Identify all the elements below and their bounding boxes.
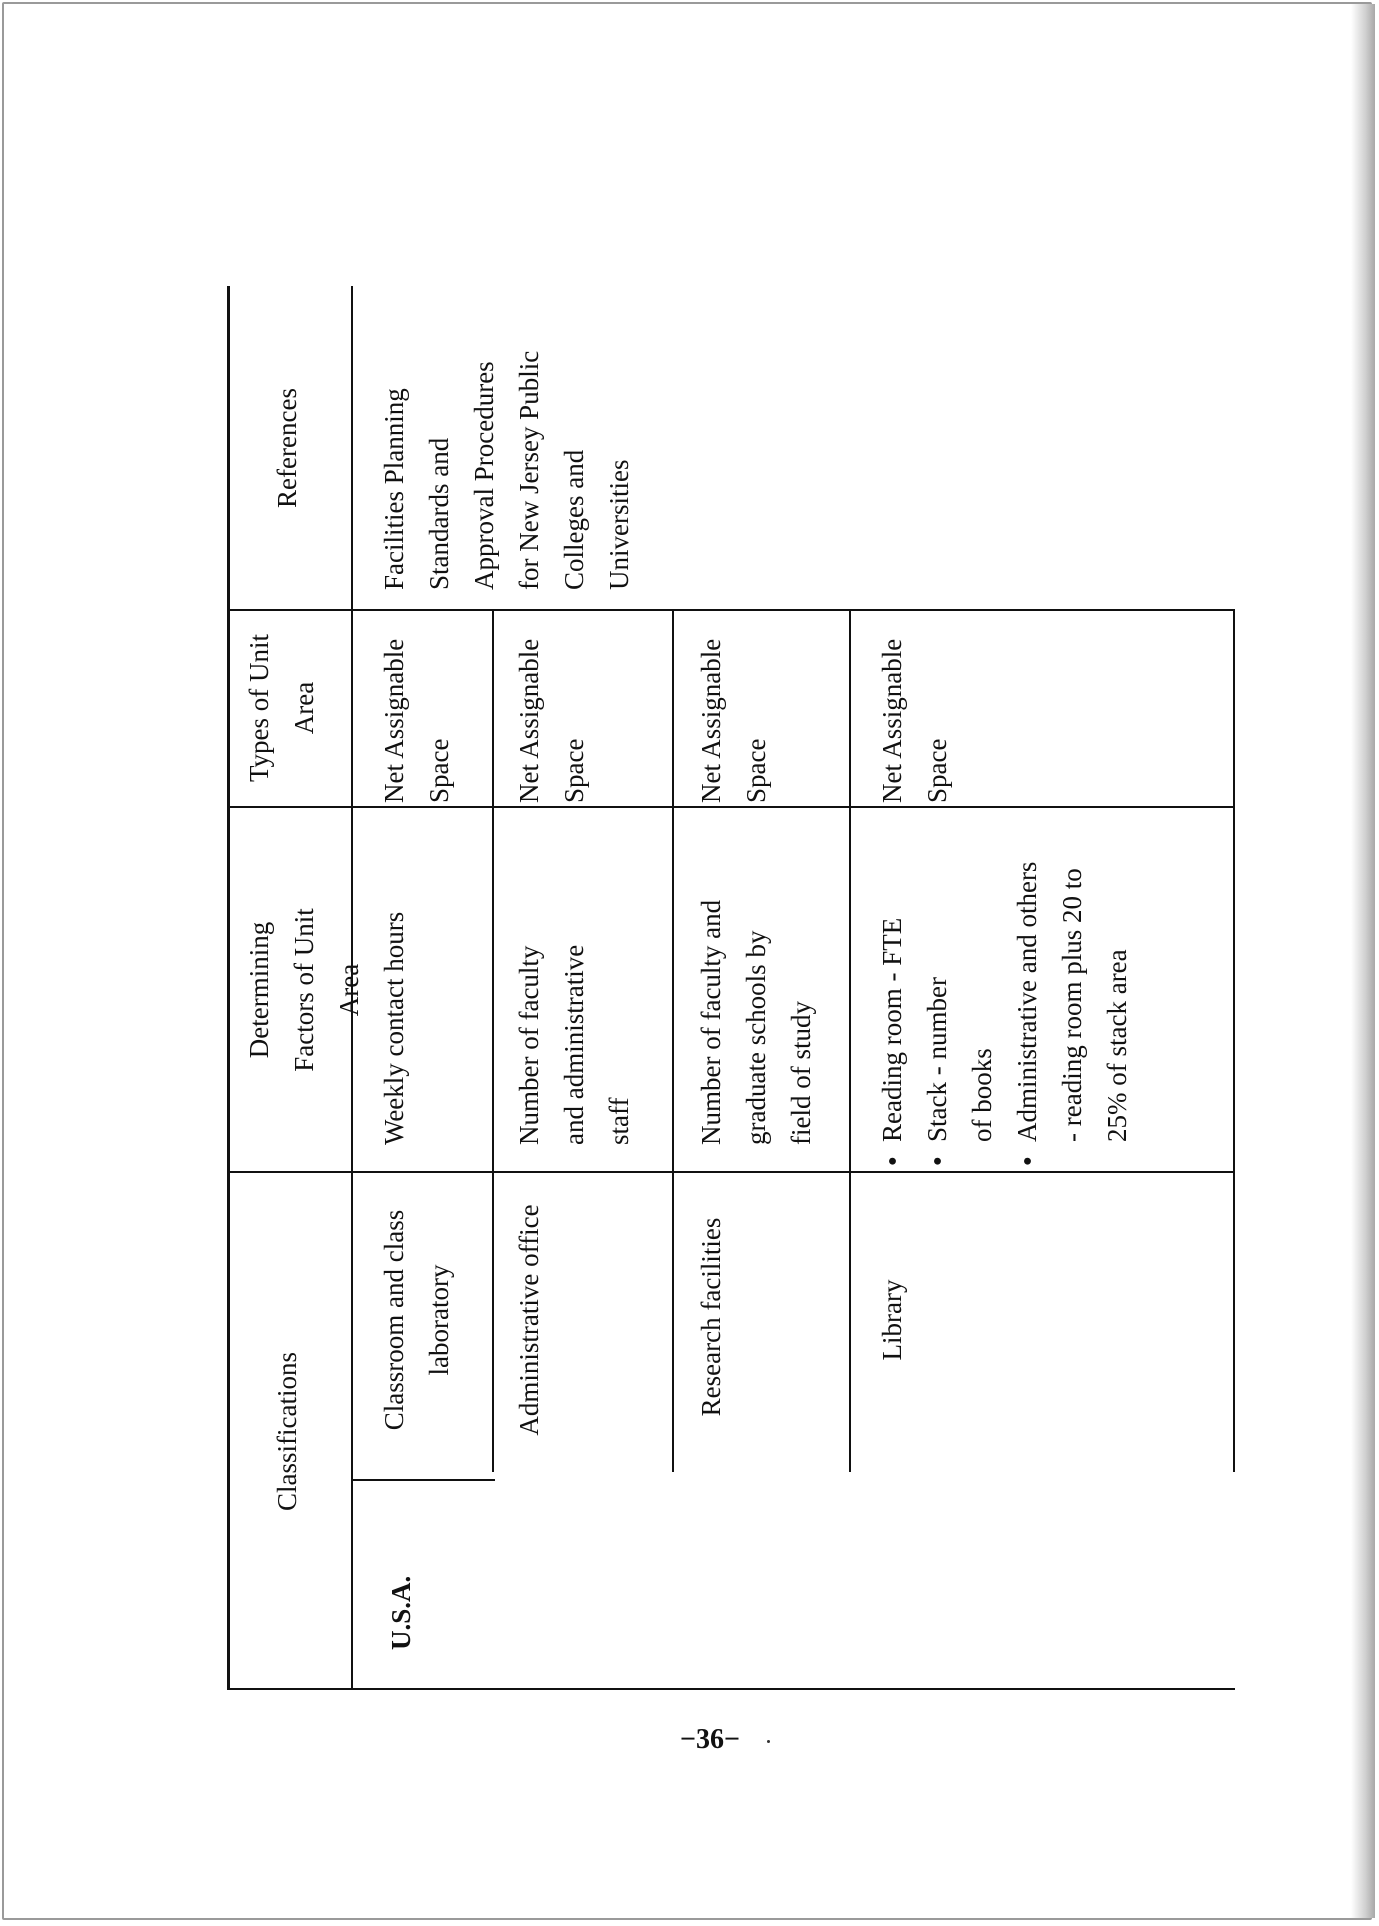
classification-administrative: Administrative office	[514, 1204, 544, 1436]
factor-library-item: ● Administrative and others - reading room plus 20 to 25% of stack area	[1005, 852, 1140, 1168]
type-research: Net Assignable Space	[696, 638, 771, 803]
table-line-factor-type	[227, 806, 1235, 808]
header-types-of-unit-area: Types of Unit Area	[244, 633, 319, 783]
reference-text: Facilities Planning Standards and Approval Procedures for New Jersey Public Colleges and Universities	[379, 350, 634, 590]
factor-library-item: ● Reading room - FTE	[870, 813, 915, 1168]
factor-library-list	[870, 813, 1140, 1168]
table-line-row1-bottom	[492, 611, 494, 1472]
factor-library-item: ● Stack - number of books	[915, 952, 1005, 1168]
header-references: References	[272, 388, 302, 508]
classification-library: Library	[877, 1279, 907, 1361]
classification-classroom: Classroom and class laboratory	[379, 1209, 454, 1431]
factor-classroom: Weekly contact hours	[379, 911, 409, 1145]
rotated-table	[227, 286, 1233, 1690]
table-line-class-factor	[227, 1171, 1235, 1173]
table-line-row2-bottom	[672, 611, 674, 1472]
country-label: U.S.A.	[386, 1575, 416, 1650]
table-line-right-edge	[1233, 611, 1235, 1472]
factor-research: Number of faculty and graduate schools by field of study	[696, 899, 816, 1145]
header-determining-factors: Determining Factors of Unit Area	[244, 908, 364, 1072]
factor-administrative: Number of faculty and administrative staff	[514, 944, 634, 1145]
table-line-type-ref	[227, 609, 1235, 611]
scan-speck	[767, 1740, 770, 1743]
table-line-row3-bottom	[849, 611, 851, 1472]
header-classifications: Classifications	[272, 1352, 302, 1511]
type-administrative: Net Assignable Space	[514, 638, 589, 803]
factor-library	[870, 813, 1140, 1168]
table-line-country-divider	[351, 1479, 495, 1481]
page-edge-shadow	[1351, 4, 1375, 1918]
page-number: −36−	[680, 1724, 740, 1755]
type-library: Net Assignable Space	[877, 638, 952, 803]
classification-research: Research facilities	[696, 1217, 726, 1417]
table-line-left-edge	[227, 286, 230, 1690]
type-classroom: Net Assignable Space	[379, 638, 454, 803]
table-line-bottom-edge	[227, 1688, 1235, 1690]
